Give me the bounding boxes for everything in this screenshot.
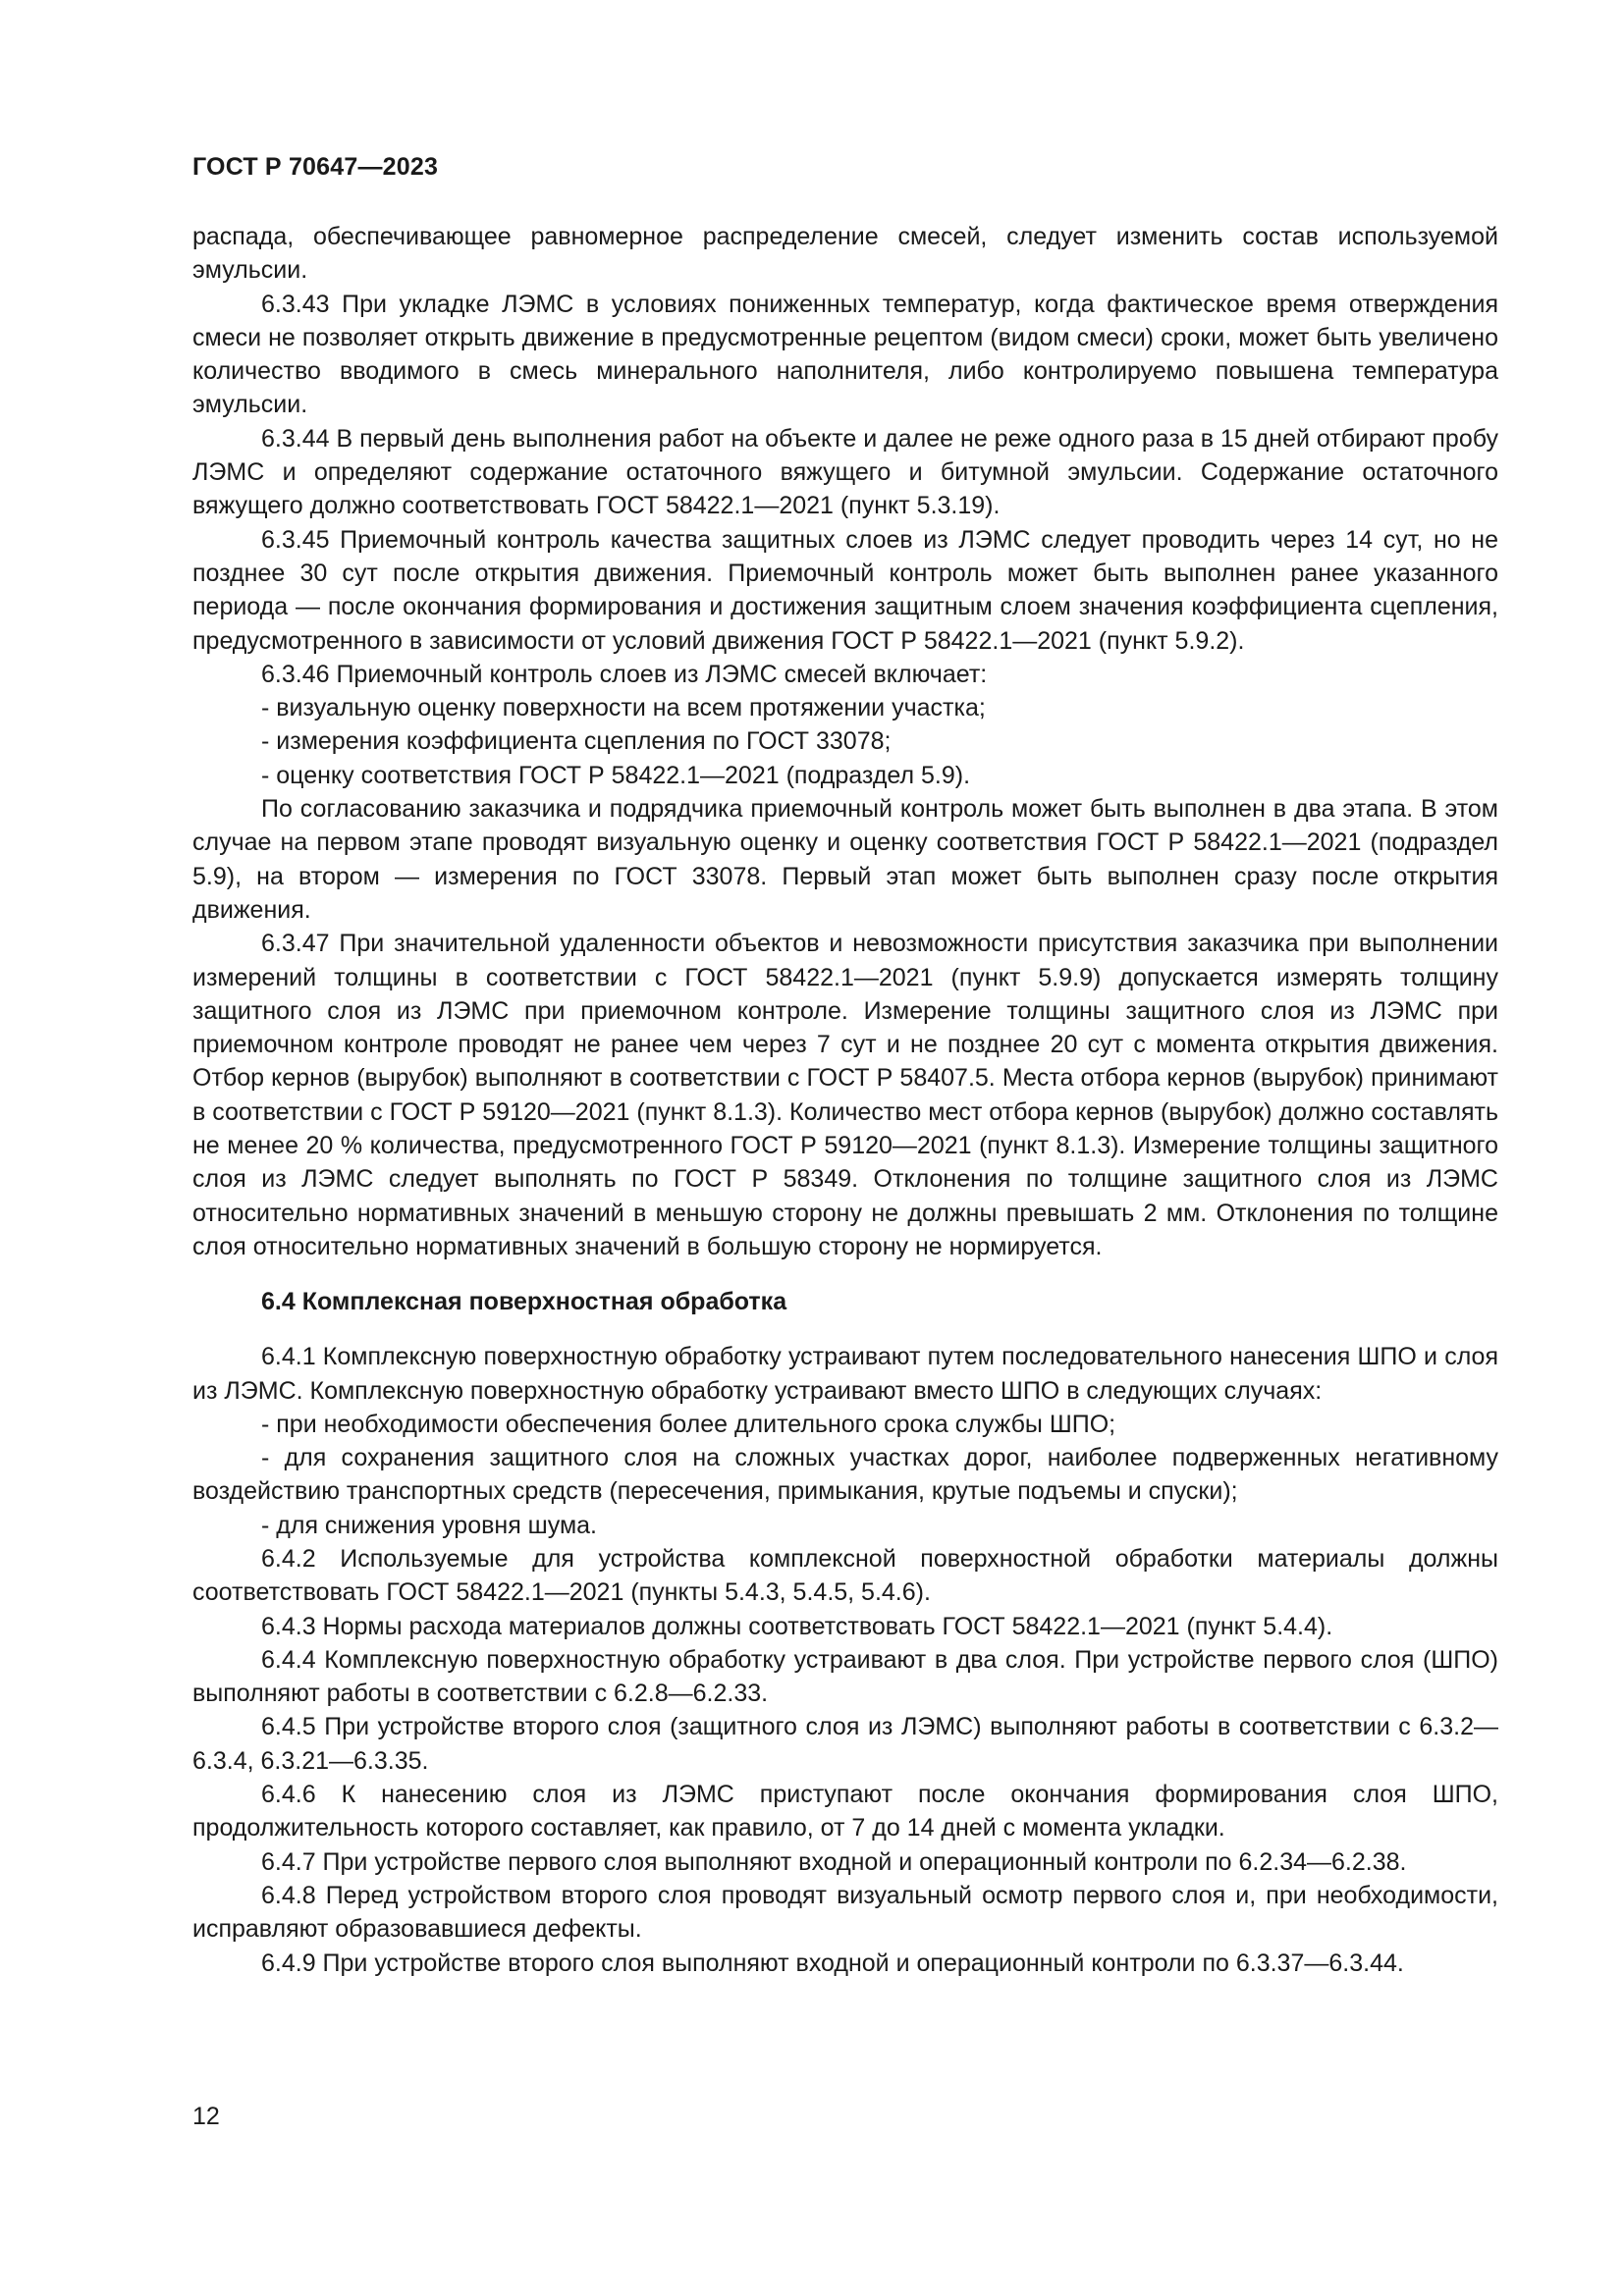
paragraph: 6.4.6 К нанесению слоя из ЛЭМС приступают после окончания формирования слоя ШПО, продолжительность которого составляет, как правило, от 7 до 14 дней с момента укладки. [192, 1781, 1498, 1842]
paragraph: 6.4.5 При устройстве второго слоя (защитного слоя из ЛЭМС) выполняют работы в соответствии с 6.3.2—6.3.4, 6.3.21—6.3.35. [192, 1713, 1498, 1775]
paragraph: - визуальную оценку поверхности на всем протяжении участка; [261, 694, 986, 722]
paragraph: распада, обеспечивающее равномерное распределение смесей, следует изменить состав используемой эмульсии. [192, 223, 1498, 285]
paragraph: 6.3.46 Приемочный контроль слоев из ЛЭМС смесей включает: [261, 660, 988, 688]
paragraph: 6.4.9 При устройстве второго слоя выполняют входной и операционный контроли по 6.3.37—6.3.44. [261, 1949, 1404, 1977]
paragraph: - при необходимости обеспечения более длительного срока службы ШПО; [261, 1410, 1116, 1438]
paragraph: 6.4.4 Комплексную поверхностную обработку устраивают в два слоя. При устройстве первого слоя (ШПО) выполняют работы в соответствии с 6.2.8—6.2.33. [192, 1645, 1498, 1708]
paragraph: 6.3.44 В первый день выполнения работ на объекте и далее не реже одного раза в 15 дней отбирают пробу ЛЭМС и определяют содержание остаточного вяжущего и битумной эмульсии. Содержание остаточного вяжущего должно соответствовать ГОСТ 58422.1—2021 (пункт 5.3.19). [192, 424, 1498, 520]
paragraph: - измерения коэффициента сцепления по ГОСТ 33078; [261, 727, 892, 756]
paragraph: 6.3.43 При укладке ЛЭМС в условиях пониженных температур, когда фактическое время отверждения смеси не позволяет открыть движение в предусмотренные рецептом (видом смеси) сроки, может быть увеличено количество вводимого в смесь минерального наполнителя, либо контролируемо повышена температура эмульсии. [192, 290, 1498, 419]
document-header: ГОСТ Р 70647—2023 [192, 153, 439, 181]
paragraph: 6.4.1 Комплексную поверхностную обработку устраивают путем последовательного нанесения ШПО и слоя из ЛЭМС. Комплексную поверхностную обработку устраивают вместо ШПО в следующих случаях: [192, 1343, 1498, 1405]
paragraph: 6.4.8 Перед устройством второго слоя проводят визуальный осмотр первого слоя и, при необходимости, исправляют образовавшиеся дефекты. [192, 1881, 1498, 1944]
paragraph: 6.3.45 Приемочный контроль качества защитных слоев из ЛЭМС следует проводить через 14 сут, но не позднее 30 сут после открытия движения. Приемочный контроль может быть выполнен ранее указанного периода — после окончания формирования и достижения защитным слоем значения коэффициента сцепления, предусмотренного в зависимости от условий движения ГОСТ Р 58422.1—2021 (пункт 5.9.2). [192, 525, 1498, 655]
paragraphs-block-b [192, 1340, 1498, 1980]
page-number: 12 [192, 2103, 220, 2130]
section-title: 6.4 Комплексная поверхностная обработка [261, 1288, 787, 1316]
paragraph: 6.4.3 Нормы расхода материалов должны соответствовать ГОСТ 58422.1—2021 (пункт 5.4.4). [261, 1612, 1333, 1640]
document-body [192, 220, 1498, 1980]
paragraph: - для снижения уровня шума. [261, 1511, 597, 1539]
paragraph: 6.4.2 Используемые для устройства комплексной поверхностной обработки материалы должны соответствовать ГОСТ 58422.1—2021 (пункты 5.4.3, 5.4.5, 5.4.6). [192, 1544, 1498, 1607]
paragraphs-block-a [192, 220, 1498, 1263]
paragraph: - для сохранения защитного слоя на сложных участках дорог, наиболее подверженных негативному воздействию транспортных средств (пересечения, примыкания, крутые подъемы и спуски); [192, 1444, 1498, 1506]
paragraph: 6.4.7 При устройстве первого слоя выполняют входной и операционный контроли по 6.2.34—6.2.38. [261, 1847, 1407, 1876]
paragraph: 6.3.47 При значительной удаленности объектов и невозможности присутствия заказчика при выполнении измерений толщины в соответствии с ГОСТ 58422.1—2021 (пункт 5.9.9) допускается измерять толщину защитного слоя из ЛЭМС при приемочном контроле. Измерение толщины защитного слоя из ЛЭМС при приемочном контроле проводят не ранее чем через 7 сут и не позднее 20 сут с момента открытия движения. Отбор кернов (вырубок) выполняют в соответствии с ГОСТ Р 58407.5. Места отбора кернов (вырубок) принимают в соответствии с ГОСТ Р 59120—2021 (пункт 8.1.3). Количество мест отбора кернов (вырубок) должно составлять не менее 20 % количества, предусмотренного ГОСТ Р 59120—2021 (пункт 8.1.3). Измерение толщины защитного слоя из ЛЭМС следует выполнять по ГОСТ Р 58349. Отклонения по толщине защитного слоя из ЛЭМС относительно нормативных значений в меньшую сторону не должны превышать 2 мм. Отклонения по толщине слоя относительно нормативных значений в большую сторону не нормируется. [192, 930, 1498, 1260]
paragraph: - оценку соответствия ГОСТ Р 58422.1—2021 (подраздел 5.9). [261, 761, 971, 789]
paragraph: По согласованию заказчика и подрядчика приемочный контроль может быть выполнен в два этапа. В этом случае на первом этапе проводят визуальную оценку и оценку соответствия ГОСТ Р 58422.1—2021 (подраздел 5.9), на втором — измерения по ГОСТ 33078. Первый этап может быть выполнен сразу после открытия движения. [192, 795, 1498, 924]
